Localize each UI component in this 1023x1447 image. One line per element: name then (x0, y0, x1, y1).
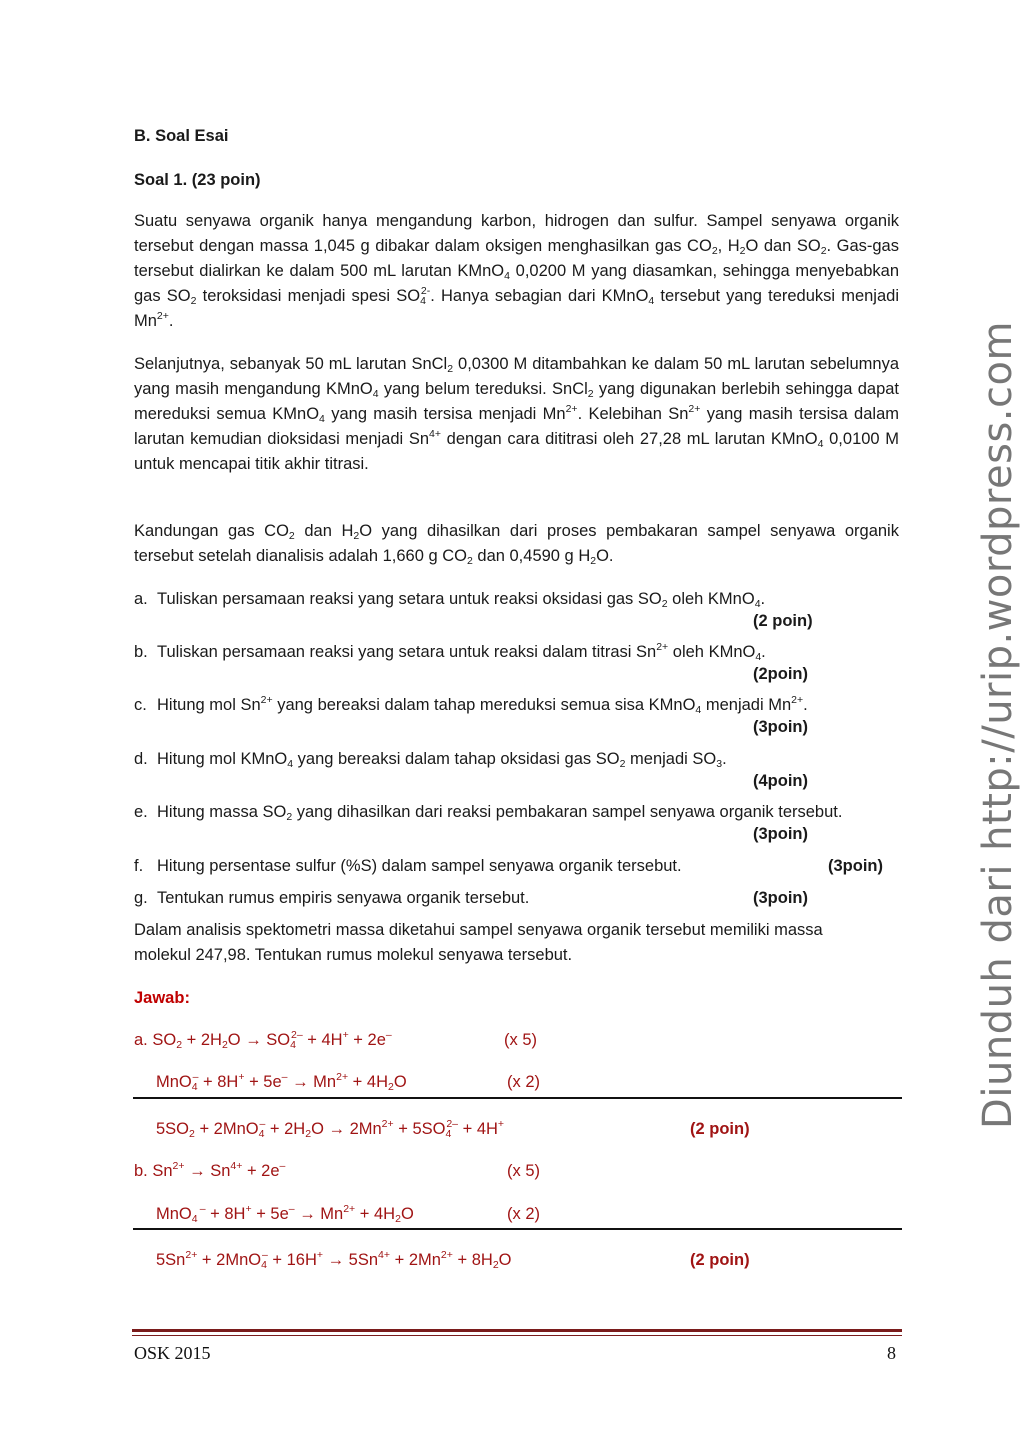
question-e: e. Hitung massa $SO_2$ yang dihasilkan dari reaksi pembakaran sampel senyawa organik tersebut. (3poin) (134, 800, 899, 825)
question-d: d. Hitung mol KMnO$_4$ yang bereaksi dalam tahap oksidasi gas $SO_2$ menjadi $SO_3$. (4poin) (134, 747, 899, 772)
question-a: a. Tuliskan persamaan reaksi yang setara untuk reaksi oksidasi gas $SO_2$ oleh KMnO$_4$. (2 poin) (134, 587, 899, 612)
answer-a-mult1: (x 5) (504, 1031, 537, 1049)
points-f: (3poin) (828, 857, 883, 875)
question-b: b. Tuliskan persamaan reaksi yang setara untuk reaksi dalam titrasi $Sn^{2+}$ oleh KMnO$_4$. (2poin) (134, 640, 899, 665)
points-c: (3poin) (753, 718, 808, 736)
question-c: c. Hitung mol $Sn^{2+}$ yang bereaksi dalam tahap mereduksi semua sisa KMnO$_4$ menjadi $Mn^{2+}$. (3poin) (134, 693, 899, 718)
footer-rule-thick (132, 1329, 902, 1332)
points-b: (2poin) (753, 665, 808, 683)
paragraph-2: Selanjutnya, sebanyak 50 mL larutan SnCl$_2$ 0,0300 M ditambahkan ke dalam 50 mL larutan sebelumnya yang masih mengandung KMnO$_4$ yang belum tereduksi. SnCl$_2$ yang digunakan berlebih sehingga dapat mereduksi semua KMnO$_4$ yang masih tersisa menjadi $Mn^{2+}$. Kelebihan $Sn^{2+}$ yang masih tersisa dalam larutan kemudian dioksidasi menjadi $Sn^{4+}$ dengan cara dititrasi oleh 27,28 mL larutan KMnO$_4$ 0,0100 M untuk mencapai titik akhir titrasi. (134, 355, 900, 473)
answer-a-points: (2 poin) (690, 1120, 750, 1138)
answer-b-mult1: (x 5) (507, 1162, 540, 1180)
question-title: Soal 1. (23 poin) (134, 171, 261, 189)
answer-a-eq2: $MnO_4^- + 8H^+ + 5e^- \to Mn^{2+} + 4H_2O$ (156, 1071, 407, 1093)
answer-a-eq1: a. $SO_2 + 2H_2O \to SO_4^{2-} + 4H^+ + 2e^-$ (134, 1029, 392, 1051)
answer-heading: Jawab: (134, 989, 190, 1007)
paragraph-1: Suatu senyawa organik hanya mengandung karbon, hidrogen dan sulfur. Sampel senyawa organik tersebut dengan massa 1,045 g dibakar dalam oksigen menghasilkan gas $CO_2$, $H_2O$ dan $SO_2$. Gas-gas tersebut dialirkan ke dalam 500 mL larutan KMnO$_4$ 0,0200 M yang diasamkan, sehingga menyebabkan gas $SO_2$ teroksidasi menjadi spesi $SO_4^{2-}$. Hanya sebagian dari KMnO$_4$ tersebut yang tereduksi menjadi $Mn^{2+}$. (134, 212, 899, 330)
paragraph-3: Kandungan gas $CO_2$ dan $H_2O$ yang dihasilkan dari proses pembakaran sampel senyawa organik tersebut setelah dianalisis adalah 1,660 g $CO_2$ dan 0,4590 g $H_2O$. (134, 522, 899, 567)
sum-line-a (133, 1097, 902, 1099)
sum-line-b (133, 1228, 902, 1230)
points-a: (2 poin) (753, 612, 813, 630)
answer-b-mult2: (x 2) (507, 1205, 540, 1223)
footer-rule-thin (132, 1335, 902, 1336)
answer-b-result: $5Sn^{2+} + 2MnO_4^- + 16H^+ \to 5Sn^{4+} + 2Mn^{2+} + 8H_2O$ (156, 1249, 512, 1271)
answer-b-points: (2 poin) (690, 1251, 750, 1269)
answer-b-eq2: MnO$_4$ $^- + 8H^+ + 5e^- \to Mn^{2+} + 4H_2O$ (156, 1203, 414, 1225)
question-f: f. Hitung persentase sulfur (%S) dalam sampel senyawa organik tersebut. (3poin) (134, 854, 899, 879)
section-title: B. Soal Esai (134, 127, 229, 145)
footer-left: OSK 2015 (134, 1343, 211, 1363)
points-g: (3poin) (753, 889, 808, 907)
answer-a-mult2: (x 2) (507, 1073, 540, 1091)
closing-paragraph: Dalam analisis spektometri massa diketahui sampel senyawa organik tersebut memiliki massa molekul 247,98. Tentukan rumus molekul senyawa tersebut. (134, 921, 823, 964)
watermark-text: Diunduh dari http://urip.wordpress.com (975, 321, 1021, 1129)
points-d: (4poin) (753, 772, 808, 790)
points-e: (3poin) (753, 825, 808, 843)
question-g: g. Tentukan rumus empiris senyawa organik tersebut. (3poin) (134, 886, 899, 911)
answer-a-result: $5SO_2 + 2MnO_4^- + 2H_2O \to 2Mn^{2+} + 5SO_4^{2-} + 4H^+$ (156, 1118, 505, 1140)
answer-b-eq1: b. $Sn^{2+} \to Sn^{4+} + 2e^-$ (134, 1160, 286, 1180)
page-number: 8 (887, 1343, 896, 1363)
